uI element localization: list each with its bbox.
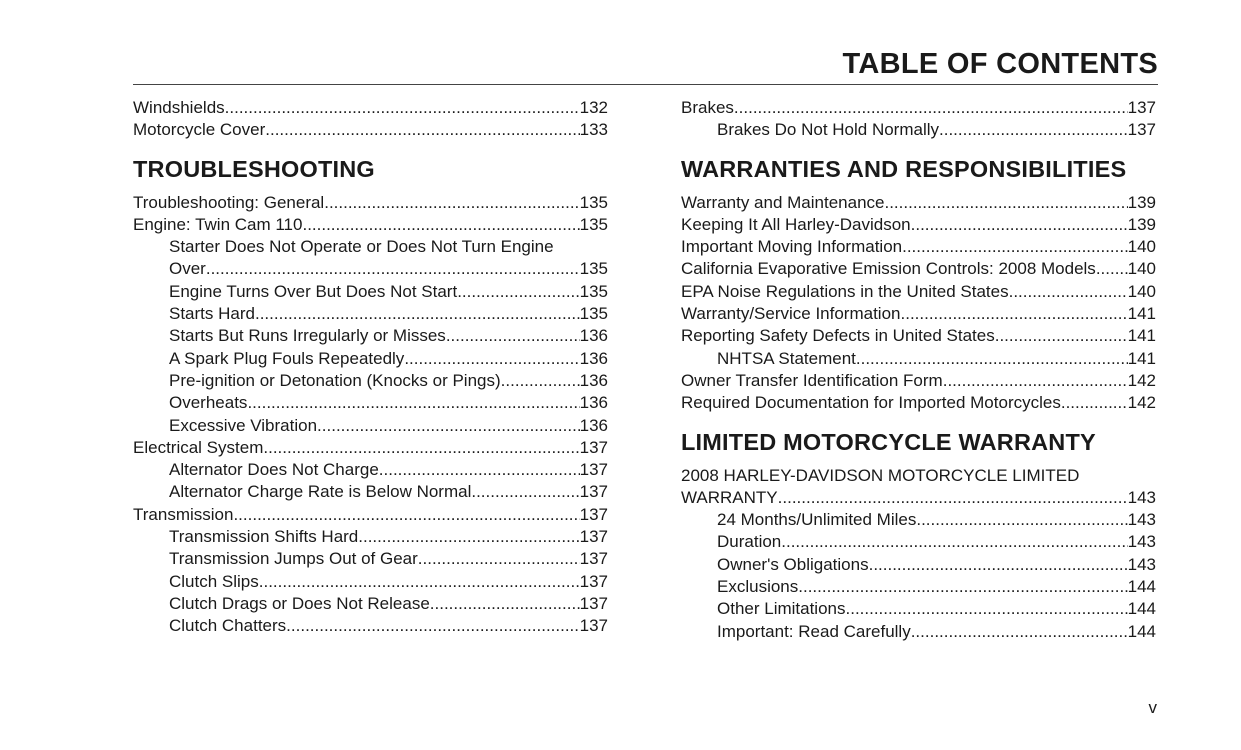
header-rule — [133, 84, 1158, 85]
toc-entry — [681, 236, 1156, 258]
toc-subentry — [133, 526, 608, 548]
dot-leader — [379, 459, 580, 481]
dot-leader — [457, 281, 579, 303]
dot-leader — [317, 415, 580, 437]
toc-entry-title: WARRANTY — [681, 487, 778, 507]
toc-left-column — [133, 97, 608, 638]
dot-leader — [418, 548, 580, 570]
toc-entry-title: 24 Months/Unlimited Miles — [717, 510, 917, 530]
toc-entry-page: 133 — [579, 120, 608, 140]
toc-entry-title: Clutch Drags or Does Not Release — [169, 593, 430, 613]
dot-leader — [263, 437, 579, 459]
toc-subentry — [133, 615, 608, 637]
toc-entry — [681, 281, 1156, 303]
toc-entry-title: Owner Transfer Identification Form — [681, 370, 943, 390]
toc-entry-page: 136 — [579, 326, 608, 346]
dot-leader — [265, 119, 579, 141]
toc-entry-page: 143 — [1127, 532, 1156, 552]
toc-entry-title: Pre-ignition or Detonation (Knocks or Pings) — [169, 370, 501, 390]
dot-leader — [734, 97, 1128, 119]
dot-leader — [302, 214, 579, 236]
toc-entry — [681, 370, 1156, 392]
toc-entry-title: Starts Hard — [169, 304, 255, 324]
dot-leader — [781, 531, 1127, 553]
toc-subentry — [133, 571, 608, 593]
toc-entry-title: Other Limitations — [717, 599, 846, 619]
dot-leader — [901, 303, 1128, 325]
toc-entry — [681, 392, 1156, 414]
dot-leader — [939, 119, 1128, 141]
dot-leader — [1009, 281, 1128, 303]
toc-entry-title: Alternator Charge Rate is Below Normal — [169, 482, 472, 502]
toc-entry-title: California Evaporative Emission Controls: 2008 Models — [681, 259, 1096, 279]
toc-subentry — [681, 509, 1156, 531]
page-title: TABLE OF CONTENTS — [842, 48, 1158, 80]
toc-entry-page: 136 — [579, 393, 608, 413]
toc-entry-title: Important Moving Information — [681, 237, 903, 257]
dot-leader — [1096, 258, 1128, 280]
dot-leader — [1061, 392, 1128, 414]
toc-entry-title: Brakes Do Not Hold Normally — [717, 120, 940, 140]
toc-entry-title: Required Documentation for Imported Motorcycles — [681, 393, 1061, 413]
toc-entry-page: 137 — [579, 460, 608, 480]
toc-entry-title: EPA Noise Regulations in the United States — [681, 281, 1009, 301]
toc-entry-page: 135 — [579, 304, 608, 324]
dot-leader — [916, 509, 1127, 531]
toc-entry-page: 137 — [579, 437, 608, 457]
toc-entry — [681, 192, 1156, 214]
toc-entry-page: 137 — [579, 616, 608, 636]
toc-subentry — [133, 459, 608, 481]
toc-entry-page: 132 — [579, 98, 608, 117]
toc-entry-title: Transmission Shifts Hard — [169, 527, 359, 547]
toc-entry — [133, 97, 608, 119]
toc-subentry — [133, 348, 608, 370]
toc-entry-title: Alternator Does Not Charge — [169, 460, 379, 480]
toc-entry-page: 141 — [1127, 304, 1156, 324]
toc-entry-title: Keeping It All Harley-Davidson — [681, 214, 911, 234]
dot-leader — [902, 236, 1128, 258]
toc-entry-title: Transmission Jumps Out of Gear — [169, 549, 418, 569]
toc-subentry — [133, 281, 608, 303]
dot-leader — [404, 348, 579, 370]
toc-subentry — [133, 392, 608, 414]
dot-leader — [255, 303, 580, 325]
toc-entry — [133, 504, 608, 526]
dot-leader — [446, 325, 580, 347]
toc-entry-title: Clutch Slips — [169, 571, 259, 591]
toc-entry-page: 144 — [1127, 621, 1156, 641]
toc-subentry — [133, 593, 608, 615]
toc-entry-page: 141 — [1127, 326, 1156, 346]
dot-leader — [206, 258, 580, 280]
toc-entry-page: 137 — [579, 527, 608, 547]
toc-entry-page: 137 — [579, 504, 608, 524]
toc-entry-page: 137 — [1127, 120, 1156, 140]
toc-entry-title: Brakes — [681, 98, 734, 117]
dot-leader — [778, 487, 1128, 509]
toc-entry-title: Electrical System — [133, 437, 264, 457]
toc-entry-page: 139 — [1127, 192, 1156, 212]
dot-leader — [798, 576, 1127, 598]
dot-leader — [430, 593, 580, 615]
toc-entry-page: 136 — [579, 348, 608, 368]
toc-group-right-top — [681, 97, 1156, 142]
page-number: v — [1148, 698, 1157, 717]
toc-subentry — [133, 370, 608, 392]
toc-entry-page: 142 — [1127, 370, 1156, 390]
toc-entry-page: 144 — [1127, 599, 1156, 619]
dot-leader — [846, 598, 1128, 620]
dot-leader — [911, 621, 1128, 643]
toc-subentry — [133, 303, 608, 325]
toc-entry — [133, 119, 608, 141]
toc-entry — [133, 214, 608, 236]
toc-subentry — [133, 415, 608, 437]
dot-leader — [324, 192, 579, 214]
toc-entry — [681, 325, 1156, 347]
dot-leader — [943, 370, 1128, 392]
toc-entry-title: Engine: Twin Cam 110 — [133, 214, 303, 234]
toc-entry-title: Important: Read Carefully — [717, 621, 911, 641]
toc-entry — [681, 97, 1156, 119]
toc-entry-page: 141 — [1127, 348, 1156, 368]
toc-entry — [681, 214, 1156, 236]
toc-entry — [133, 437, 608, 459]
toc-subentry — [681, 554, 1156, 576]
dot-leader — [358, 526, 579, 548]
toc-entry-title: Engine Turns Over But Does Not Start — [169, 281, 458, 301]
dot-leader — [884, 192, 1127, 214]
toc-subentry — [133, 236, 608, 258]
toc-entry-title: Motorcycle Cover — [133, 120, 266, 140]
toc-entry-title: NHTSA Statement — [717, 348, 856, 368]
toc-subentry — [681, 598, 1156, 620]
toc-entry-page: 139 — [1127, 214, 1156, 234]
dot-leader — [286, 615, 579, 637]
dot-leader — [247, 392, 579, 414]
toc-entry-title: Windshields — [133, 98, 225, 117]
toc-group-troubleshooting — [133, 192, 608, 638]
toc-entry-page: 142 — [1127, 393, 1156, 413]
toc-entry-page: 140 — [1127, 281, 1156, 301]
toc-entry-page: 137 — [579, 482, 608, 502]
toc-entry-title: Excessive Vibration — [169, 415, 318, 435]
dot-leader — [501, 370, 580, 392]
toc-entry-title: Duration — [717, 532, 782, 552]
toc-entry-title: Owner's Obligations — [717, 554, 869, 574]
toc-subentry — [133, 548, 608, 570]
dot-leader — [856, 348, 1128, 370]
toc-entry-page: 135 — [579, 214, 608, 234]
dot-leader — [995, 325, 1128, 347]
toc-entry-title: Warranty/Service Information — [681, 304, 901, 324]
toc-subentry — [133, 481, 608, 503]
toc-entry-title: Transmission — [133, 504, 234, 524]
toc-entry-page: 137 — [579, 549, 608, 569]
toc-subentry — [133, 325, 608, 347]
dot-leader — [225, 97, 580, 119]
toc-entry-page: 144 — [1127, 577, 1156, 597]
toc-entry — [681, 465, 1156, 487]
toc-subentry — [133, 258, 608, 280]
toc-entry — [681, 487, 1156, 509]
toc-subentry — [681, 576, 1156, 598]
dot-leader — [471, 481, 579, 503]
toc-entry-page: 135 — [579, 281, 608, 301]
dot-leader — [869, 554, 1128, 576]
toc-entry-page: 135 — [579, 192, 608, 212]
dot-leader — [911, 214, 1128, 236]
section-heading-warranties: WARRANTIES AND RESPONSIBILITIES — [681, 155, 1127, 182]
toc-entry-title: Reporting Safety Defects in United States — [681, 326, 995, 346]
toc-entry-page: 135 — [579, 259, 608, 279]
toc-group-left-top — [133, 97, 608, 142]
toc-subentry — [681, 531, 1156, 553]
toc-entry-title: Overheats — [169, 393, 248, 413]
dot-leader — [233, 504, 579, 526]
toc-entry-page: 137 — [579, 593, 608, 613]
toc-entry-page: 136 — [579, 370, 608, 390]
toc-entry-title: Clutch Chatters — [169, 616, 287, 636]
section-heading-troubleshooting: TROUBLESHOOTING — [133, 155, 375, 182]
toc-entry — [133, 192, 608, 214]
dot-leader — [259, 571, 580, 593]
toc-entry-page: 143 — [1127, 487, 1156, 507]
toc-subentry — [681, 119, 1156, 141]
toc-entry-title: Starter Does Not Operate or Does Not Turn Engine — [169, 237, 554, 257]
toc-entry-page: 137 — [579, 571, 608, 591]
toc-entry-title: Exclusions — [717, 577, 799, 597]
toc-entry-page: 140 — [1127, 259, 1156, 279]
toc-entry-title: A Spark Plug Fouls Repeatedly — [169, 348, 405, 368]
toc-entry-page: 136 — [579, 415, 608, 435]
toc-entry-page: 143 — [1127, 510, 1156, 530]
toc-entry-title: Warranty and Maintenance — [681, 192, 885, 212]
toc-group-limited-warranty — [681, 465, 1156, 643]
toc-entry — [681, 303, 1156, 325]
toc-entry-title: 2008 HARLEY-DAVIDSON MOTORCYCLE LIMITED — [681, 465, 1080, 485]
toc-right-column — [681, 97, 1156, 643]
toc-subentry — [681, 621, 1156, 643]
toc-entry-page: 140 — [1127, 237, 1156, 257]
toc-entry-page: 143 — [1127, 554, 1156, 574]
toc-group-warranties — [681, 192, 1156, 415]
toc-subentry — [681, 348, 1156, 370]
section-heading-limited-warranty: LIMITED MOTORCYCLE WARRANTY — [681, 428, 1096, 455]
toc-entry — [681, 258, 1156, 280]
toc-entry-title: Starts But Runs Irregularly or Misses — [169, 326, 446, 346]
toc-entry-title: Over — [169, 259, 206, 279]
toc-entry-page: 137 — [1127, 98, 1156, 117]
toc-entry-title: Troubleshooting: General — [133, 192, 325, 212]
